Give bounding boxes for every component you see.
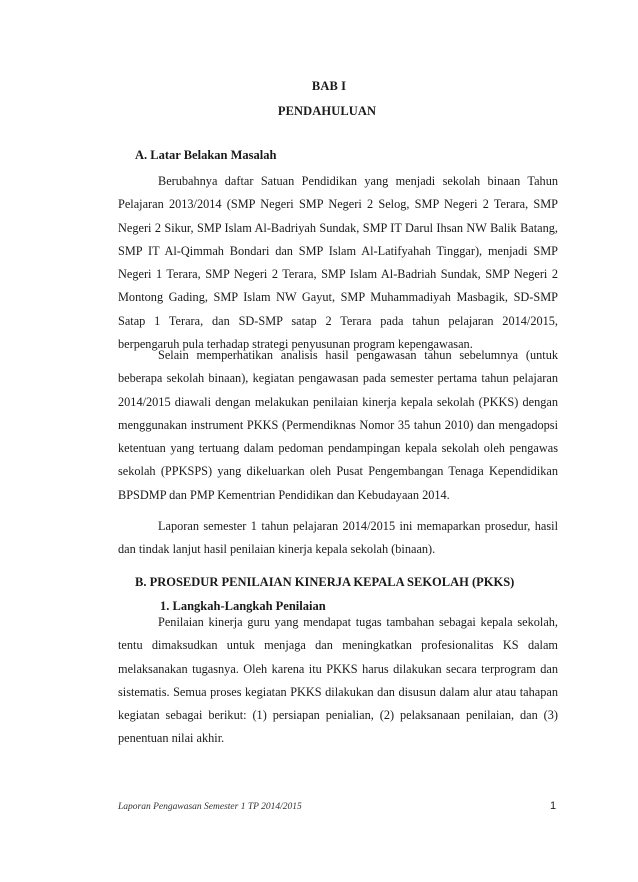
chapter-number: BAB I <box>311 79 347 93</box>
section-a-paragraph-1: Berubahnya daftar Satuan Pendidikan yang menjadi sekolah binaan Tahun Pelajaran 2013/2014 (SMP Negeri SMP Negeri 2 Selog, SMP Negeri 2 Terara, SMP Negeri 2 Sikur, SMP Islam Al-Badriyah Sundak, SMP IT Darul Ihsan NW Balik Batang, SMP IT Al-Qimmah Bondari dan SMP Islam Al-Latifyahah Tinggar), menjadi SMP Negeri 1 Terara, SMP Negeri 2 Terara, SMP Islam Al-Badriah Sundak, SMP Negeri 2 Montong Gading, SMP Islam NW Gayut, SMP Muhammadiyah Masbagik, SD-SMP Satap 1 Terara, dan SD-SMP satap 2 Terara pada tahun pelajaran 2014/2015, berpengaruh pula terhadap strategi penyusunan program kepengawasan. <box>118 174 558 352</box>
section-b-paragraph: Penilaian kinerja guru yang mendapat tugas tambahan sebagai kepala sekolah, tentu dimaksudkan untuk menjaga dan meningkatkan profesionalitas KS dalam melaksanakan tugasnya. Oleh karena itu PKKS harus dilakukan secara terprogram dan sistematis. Semua proses kegiatan PKKS dilakukan dan disusun dalam alur atau tahapan kegiatan sebagai berikut: (1) persiapan penialian, (2) pelaksanaan penilaian, dan (3) penentuan nilai akhir. <box>118 615 558 746</box>
chapter-title: PENDAHULUAN <box>277 104 377 118</box>
section-a-paragraph-2: Selain memperhatikan analisis hasil pengawasan tahun sebelumnya (untuk beberapa sekolah binaan), kegiatan pengawasan pada semester pertama tahun pelajaran 2014/2015 diawali dengan melakukan penilaian kinerja kepala sekolah (PKKS) dengan menggunakan instrument PKKS (Permendiknas Nomor 35 tahun 2010) dan mengadopsi ketentuan yang tertuang dalam pedoman pendampingan kepala sekolah oleh pengawas sekolah (PPKSPS) yang dikeluarkan oleh Pusat Pengembangan Tenaga Kependidikan BPSDMP dan PMP Kementrian Pendidikan dan Kebudayaan 2014. <box>118 348 558 502</box>
footer-title: Laporan Pengawasan Semester 1 TP 2014/2015 <box>118 802 302 812</box>
section-b-subheading: 1. Langkah-Langkah Penilaian <box>160 599 326 613</box>
section-a-paragraph-3: Laporan semester 1 tahun pelajaran 2014/2015 ini memaparkan prosedur, hasil dan tindak lanjut hasil penilaian kinerja kepala sekolah (binaan). <box>118 519 558 557</box>
page-number: 1 <box>550 800 557 812</box>
section-b-heading: B. PROSEDUR PENILAIAN KINERJA KEPALA SEKOLAH (PKKS) <box>135 575 515 589</box>
section-a-heading: A. Latar Belakan Masalah <box>135 148 277 162</box>
